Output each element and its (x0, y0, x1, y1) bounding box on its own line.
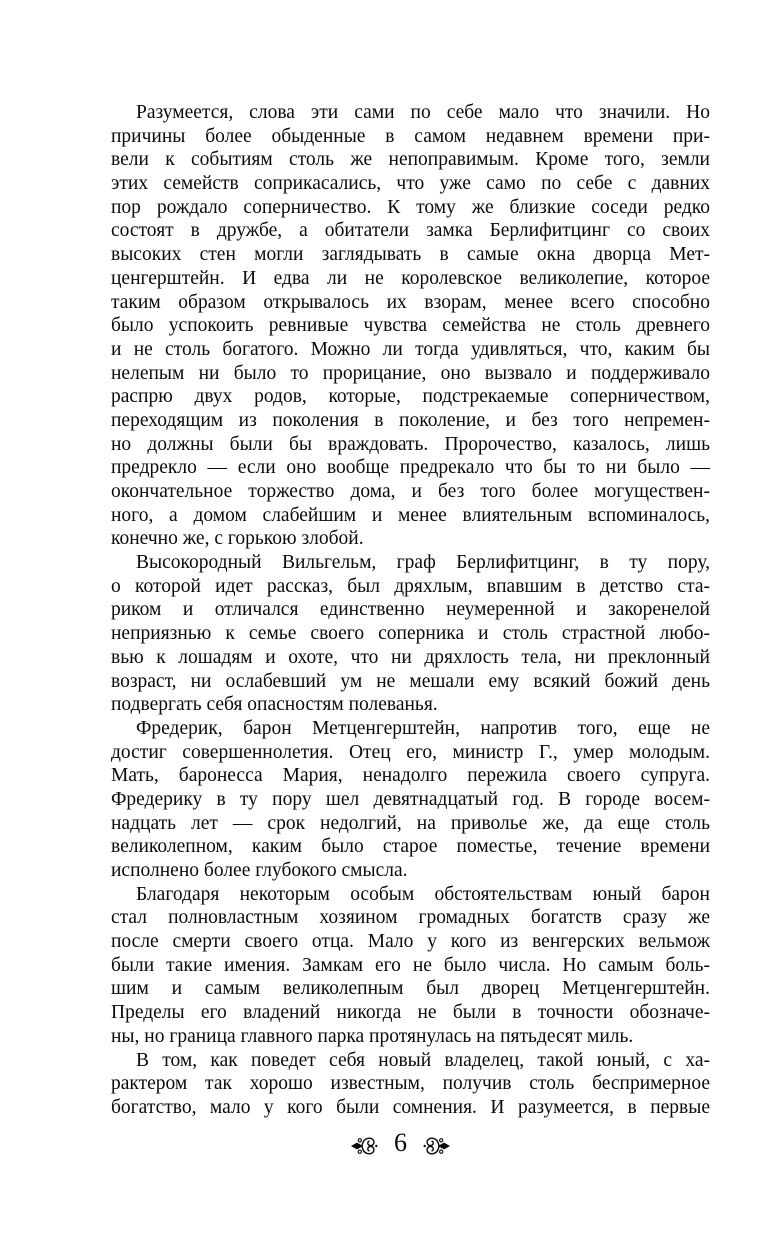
text-line: распрю двух родов, которые, подстрекаемые соперничеством, (111, 386, 710, 408)
text-line: конечно же, с горькою злобой. (111, 528, 364, 550)
paragraph (111, 551, 710, 717)
paragraph (111, 101, 710, 551)
text-line: ны, но граница главного парка протянулась на пятьдесят миль. (111, 1025, 634, 1047)
text-line: причины более обыденные в самом недавнем времени при- (111, 125, 710, 147)
text-line: этих семейств соприкасались, что уже само по себе с давних (111, 173, 710, 195)
text-line: пор рождало соперничество. К тому же близкие соседи редко (111, 196, 710, 218)
text-line: Мать, баронесса Мария, ненадолго пережила своего супруга. (111, 765, 710, 787)
text-line: надцать лет — срок недолгий, на приволье же, да еще столь (111, 812, 710, 834)
text-line: возраст, ни ослабевший ум не мешали ему всякий божий день (111, 670, 710, 692)
text-line: нелепым ни было то прорицание, оно вызвало и поддерживало (111, 362, 710, 384)
paragraph (111, 1049, 710, 1120)
text-line: исполнено более глубокого смысла. (111, 860, 408, 881)
text-line: достиг совершеннолетия. Отец его, министр Г., умер молодым. (111, 741, 710, 763)
text-line: о которой идет рассказ, был дряхлым, впавшим в детство ста- (111, 575, 710, 597)
text-line: Фредерику в ту пору шел девятнадцатый год. В городе восем- (111, 788, 710, 810)
text-line: богатство, мало у кого были сомнения. И разумеется, в первые (111, 1096, 710, 1118)
fleuron-right-icon (423, 1134, 451, 1158)
text-line: Фредерик, барон Метценгерштейн, напротив того, еще не (136, 717, 710, 739)
text-line: Пределы его владений никогда не были в точности обозначе- (111, 1002, 710, 1024)
text-line: Высокородный Вильгельм, граф Берлифитцинг, в ту пору, (136, 552, 710, 574)
text-line: были такие имения. Замкам его не было числа. Но самым боль- (111, 954, 710, 976)
text-line: ного, а домом слабейшим и менее влиятельным вспоминалось, (111, 504, 710, 526)
text-line: переходящим из поколения в поколение, и без того непремен- (111, 409, 710, 431)
text-line: и не столь богатого. Можно ли тогда удивляться, что, каким бы (111, 338, 710, 360)
paragraph (111, 717, 710, 883)
page-text-block (111, 101, 710, 1120)
text-line: рактером так хорошо известным, получив столь беспримерное (111, 1073, 710, 1095)
text-line: стал полновластным хозяином громадных богатств сразу же (111, 907, 710, 929)
text-line: после смерти своего отца. Мало у кого из венгерских вельмож (111, 931, 710, 953)
text-line: состоят в дружбе, а обитатели замка Берлифитцинг со своих (111, 220, 710, 242)
text-line: риком и отличался единственно неумеренной и закоренелой (111, 599, 710, 621)
text-line: Благодаря некоторым особым обстоятельствам юный барон (136, 883, 710, 905)
text-line: ценгерштейн. И едва ли не королевское великолепие, которое (111, 267, 710, 289)
paragraph (111, 883, 710, 1049)
text-line: вели к событиям столь же непоправимым. Кроме того, земли (111, 149, 710, 171)
page-number: 6 (394, 1128, 407, 1157)
text-line: неприязнью к семье своего соперника и столь страстной любо- (111, 623, 710, 645)
text-line: Разумеется, слова эти сами по себе мало что значили. Но (136, 102, 710, 123)
text-line: высоких стен могли заглядывать в самые окна дворца Мет- (111, 244, 710, 266)
text-line: но должны были бы враждовать. Пророчество, казалось, лишь (111, 433, 710, 455)
page-footer (101, 1130, 700, 1162)
text-line: окончательное торжество дома, и без того более могуществен- (111, 481, 710, 502)
text-line: шим и самым великолепным был дворец Метценгерштейн. (111, 978, 710, 1000)
text-line: таким образом открывалось их взорам, менее всего способно (111, 291, 710, 313)
fleuron-left-icon (350, 1134, 378, 1158)
text-line: В том, как поведет себя новый владелец, такой юный, с ха- (136, 1049, 710, 1071)
text-line: вью к лошадям и охоте, что ни дряхлость тела, ни преклонный (111, 646, 710, 668)
text-line: предрекло — если оно вообще предрекало что бы то ни было — (111, 457, 710, 479)
text-line: подвергать себя опасностям полеванья. (111, 694, 438, 716)
text-line: великолепном, каким было старое поместье, течение времени (111, 836, 710, 858)
text-line: было успокоить ревнивые чувства семейства не столь древнего (111, 315, 710, 337)
